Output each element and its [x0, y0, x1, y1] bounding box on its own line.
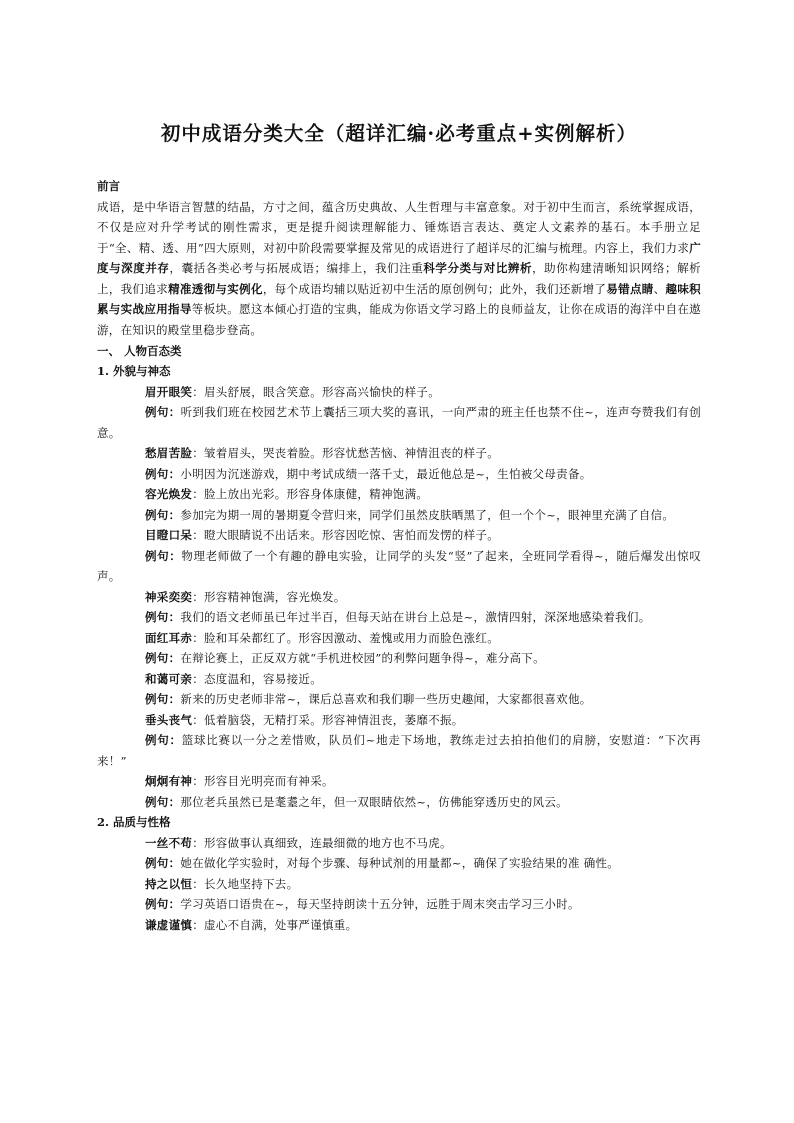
idiom-definition: ：脸上放出光彩。形容身体康健，精神饱满。 [192, 487, 429, 502]
idiom-entry [97, 484, 701, 505]
idiom-entry [97, 669, 701, 690]
example-text: 那位老兵虽然已是耄耋之年，但一双眼睛依然~，仿佛能穿透历史的风云。 [180, 794, 568, 809]
example-text: 在辩论赛上，正反双方就“手机进校园”的利弊问题争得~，难分高下。 [180, 651, 545, 666]
idiom-definition: ：虚心不自满，处事严谨慎重。 [192, 917, 358, 932]
example-label: 例句： [145, 856, 181, 871]
idiom-entry [97, 382, 701, 403]
idiom-definition: ：形容精神饱满，容光焕发。 [192, 589, 346, 604]
idiom-example [97, 464, 701, 485]
idiom-example [97, 792, 701, 813]
example-label: 例句： [145, 507, 181, 522]
preface-heading: 前言 [97, 179, 120, 193]
idiom-term: 容光焕发 [145, 487, 193, 502]
idiom-entry [97, 915, 701, 936]
idiom-definition: ：脸和耳朵都红了。形容因激动、羞愧或用力而脸色涨红。 [192, 630, 499, 645]
example-label: 例句： [145, 794, 181, 809]
example-text: 她在做化学实验时，对每个步骤、每种试剂的用量都~，确保了实验结果的准 确性。 [180, 856, 620, 871]
example-label: 例句： [145, 610, 181, 625]
idiom-list [97, 382, 701, 813]
example-label: 例句： [145, 651, 181, 666]
idiom-list [97, 833, 701, 936]
idiom-example [97, 505, 701, 526]
idiom-definition: ：形容做事认真细致，连最细微的地方也不马虎。 [192, 835, 452, 850]
idiom-entry [97, 525, 701, 546]
preface-text: ，囊括各类必考与拓展成语；编排上，我们注重 [169, 261, 424, 276]
preface-emphasis: 易错点睛 [606, 281, 654, 296]
idiom-term: 目瞪口呆 [145, 528, 193, 543]
example-text: 学习英语口语贵在~，每天坚持朗读十五分钟，远胜于周末突击学习三小时。 [180, 897, 580, 912]
idiom-entry [97, 833, 701, 854]
example-text: 参加完为期一周的暑期夏令营归来，同学们虽然皮肤晒黑了，但一个个~，眼神里充满了自信。 [180, 507, 675, 522]
idiom-term: 垂头丧气 [145, 712, 193, 727]
idiom-definition: ：皱着眉头，哭丧着脸。形容忧愁苦恼、神情沮丧的样子。 [192, 446, 499, 461]
preface-emphasis: 科学分类与对比辨析 [423, 261, 533, 276]
idiom-definition: ：长久地坚持下去。 [192, 876, 299, 891]
example-text: 篮球比赛以一分之差惜败，队员们~地走下场地，教练走过去拍拍他们的肩膀，安慰道：“下次再来！” [97, 733, 701, 768]
subsection-heading: 2. 品质与性格 [97, 815, 171, 830]
example-text: 听到我们班在校园艺术节上囊括三项大奖的喜讯，一向严肃的班主任也禁不住~，连声夸赞我们有创意。 [97, 405, 701, 440]
idiom-term: 和蔼可亲 [145, 671, 193, 686]
idiom-example [97, 894, 701, 915]
idiom-term: 面红耳赤 [145, 630, 193, 645]
idiom-entry [97, 628, 701, 649]
idiom-example [97, 402, 701, 443]
idiom-entry [97, 874, 701, 895]
example-label: 例句： [145, 733, 182, 748]
preface-paragraph [97, 197, 701, 341]
preface-emphasis: 趣味积累与实战应用指导 [97, 281, 701, 317]
preface-emphasis: 精准透彻与实例化 [168, 281, 263, 296]
document-page [97, 118, 701, 935]
example-text: 物理老师做了一个有趣的静电实验，让同学的头发“竖”了起来，全班同学看得~，随后爆发出惊叹声。 [97, 548, 702, 584]
example-label: 例句： [145, 466, 181, 481]
idiom-term: 谦虚谨慎 [145, 917, 193, 932]
subsection-heading: 1. 外貌与神态 [97, 364, 171, 379]
idiom-example [97, 730, 701, 771]
example-text: 小明因为沉迷游戏，期中考试成绩一落千丈，最近他总是~，生怕被父母责备。 [180, 466, 592, 481]
idiom-entry [97, 443, 701, 464]
example-label: 例句： [145, 405, 181, 420]
idiom-definition: ：眉头舒展，眼含笑意。形容高兴愉快的样子。 [192, 384, 441, 399]
idiom-example [97, 546, 701, 587]
example-text: 新来的历史老师非常~，课后总喜欢和我们聊一些历史趣闻，大家都很喜欢他。 [180, 692, 592, 707]
idiom-term: 眉开眼笑 [145, 384, 193, 399]
idiom-example [97, 689, 701, 710]
page-title: 初中成语分类大全（超详汇编·必考重点+实例解析） [160, 122, 638, 145]
idiom-example [97, 648, 701, 669]
idiom-entry [97, 710, 701, 731]
idiom-term: 愁眉苦脸 [145, 446, 193, 461]
idiom-term: 一丝不苟 [145, 835, 193, 850]
example-label: 例句： [145, 897, 181, 912]
preface-text: ，助你构建清晰知识网络；解析上，我们追求 [97, 261, 701, 296]
idiom-entry [97, 771, 701, 792]
idiom-entry [97, 587, 701, 608]
idiom-definition: ：形容目光明亮而有神采。 [192, 774, 334, 789]
idiom-term: 神采奕奕 [145, 589, 193, 604]
example-label: 例句： [145, 548, 182, 563]
idiom-definition: ：瞪大眼睛说不出话来。形容因吃惊、害怕而发愣的样子。 [192, 528, 499, 543]
idiom-term: 持之以恒 [145, 876, 193, 891]
preface-text: 等板块。愿这本倾心打造的宝典，能成为你语文学习路上的良师益友，让你在成语的海洋中自在遨游，在知识的殿堂里稳步登高。 [97, 302, 701, 338]
idiom-example [97, 853, 701, 874]
example-label: 例句： [145, 692, 181, 707]
preface-text: 、 [653, 281, 666, 296]
idiom-term: 炯炯有神 [145, 774, 193, 789]
preface-emphasis: 广度与深度并存 [97, 240, 701, 276]
idiom-example [97, 607, 701, 628]
idiom-definition: ：态度温和，容易接近。 [192, 671, 323, 686]
section-heading: 一、 人物百态类 [97, 343, 182, 358]
example-text: 我们的语文老师虽已年过半百，但每天站在讲台上总是~，激情四射，深深地感染着我们。 [180, 610, 651, 625]
idiom-definition: ：低着脑袋，无精打采。形容神情沮丧，萎靡不振。 [192, 712, 464, 727]
preface-text: 成语，是中华语言智慧的结晶，方寸之间，蕴含历史典故、人生哲理与丰富意象。对于初中生而言，系统掌握成语，不仅是应对升学考试的刚性需求，更是提升阅读理解能力、锤炼语言表达、奠定人文素养的基石。本手册立足于“全、精、透、用”四大原则，对初中阶段需要掌握及常见的成语进行了超详尽的汇编与梳理。内容上，我们力求 [97, 199, 701, 255]
preface-text: ，每个成语均辅以贴近初中生活的原创例句；此外，我们还新增了 [262, 281, 607, 296]
